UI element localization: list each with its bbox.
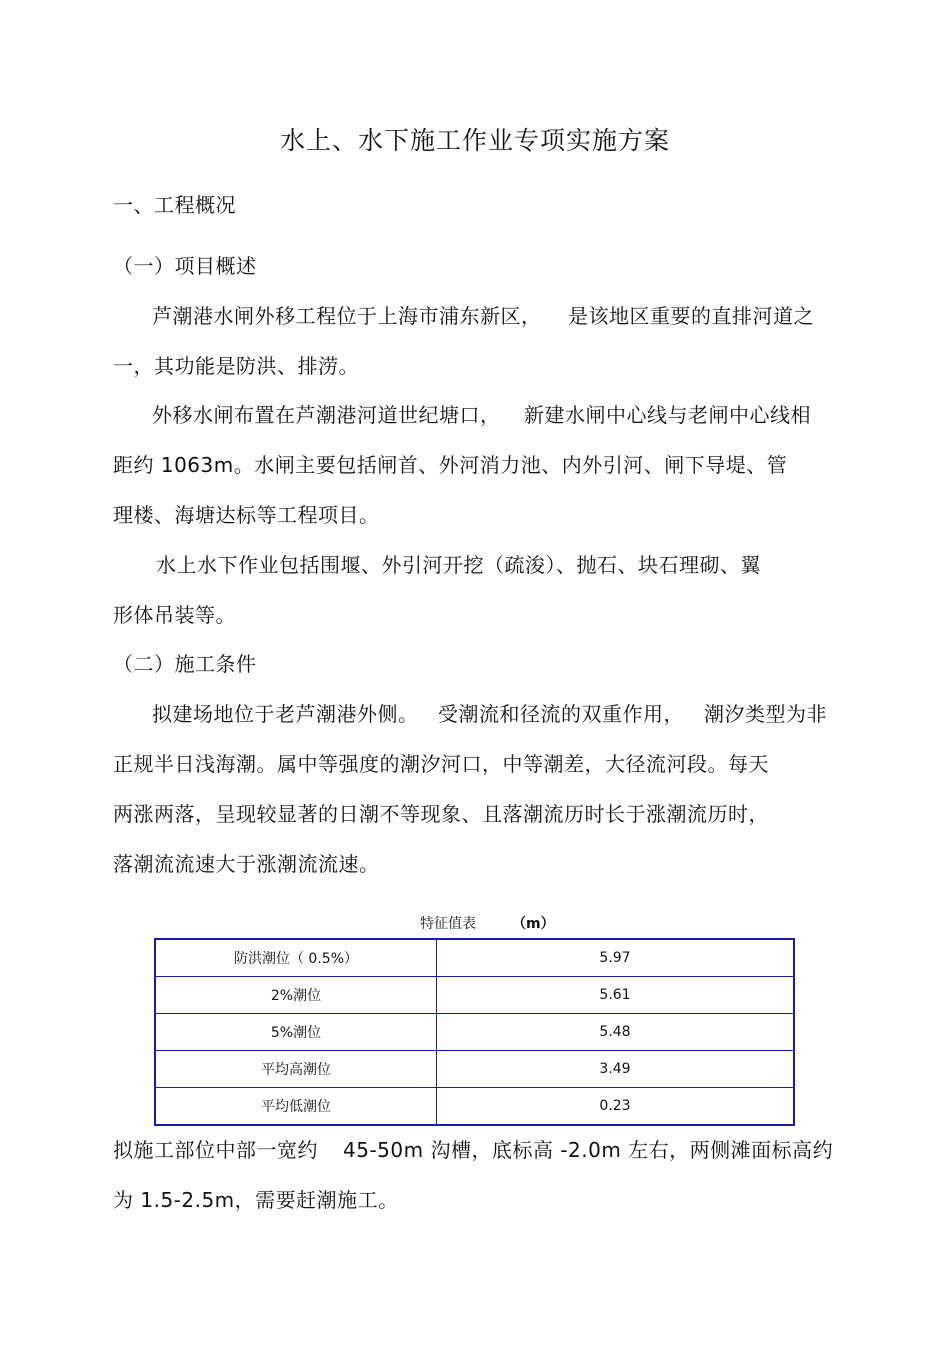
feature-value-table: [154, 938, 795, 1126]
paragraph-text: 形体吊装等。: [113, 603, 236, 627]
table-cell-label: 平均高潮位: [155, 1051, 437, 1088]
table-cell-label: 5%潮位: [155, 1014, 437, 1051]
table-cell-value: 5.61: [437, 977, 795, 1014]
paragraph-text: 距约 1063m。水闸主要包括闸首、外河消力池、内外引河、闸下导堤、管: [113, 453, 788, 477]
table-caption-unit: （m）: [512, 916, 555, 932]
paragraph-text: 两涨两落，呈现较显著的日潮不等现象、且落潮流历时长于涨潮流历时，: [113, 802, 769, 826]
table-cell-value: 3.49: [437, 1051, 795, 1088]
table-row: [155, 1014, 794, 1051]
table-cell-label: 平均低潮位: [155, 1088, 437, 1126]
paragraph-text: 为 1.5-2.5m，需要赶潮施工。: [113, 1188, 399, 1212]
table-cell-value: 0.23: [437, 1088, 795, 1126]
section-heading-overview: 一、工程概况: [113, 193, 236, 217]
paragraph-text: 理楼、海塘达标等工程项目。: [113, 503, 380, 527]
table-caption-title: 特征值表: [420, 916, 476, 932]
paragraph-text: 芦潮港水闸外移工程位于上海市浦东新区，: [152, 304, 542, 328]
table-row: [155, 977, 794, 1014]
table-cell-label: 防洪潮位（ 0.5%）: [155, 939, 437, 977]
paragraph-text: 落潮流流速大于涨潮流流速。: [113, 852, 380, 876]
paragraph-text: 水上水下作业包括围堰、外引河开挖（疏浚）、抛石、块石理砌、翼: [156, 553, 761, 577]
paragraph-text: 拟建场地位于老芦潮港外侧。: [152, 702, 419, 726]
paragraph-text: 正规半日浅海潮。属中等强度的潮汐河口，中等潮差，大径流河段。每天: [113, 752, 769, 776]
subsection-heading-project: （一）项目概述: [113, 254, 257, 278]
paragraph-text: 一，其功能是防洪、排涝。: [113, 354, 359, 378]
paragraph-text: 新建水闸中心线与老闸中心线相: [524, 403, 811, 427]
subsection-heading-conditions: （二）施工条件: [113, 652, 257, 676]
paragraph-text: 外移水闸布置在芦潮港河道世纪塘口，: [152, 403, 501, 427]
table-cell-value: 5.97: [437, 939, 795, 977]
paragraph-text: 拟施工部位中部一宽约: [113, 1138, 318, 1162]
paragraph-text: 是该地区重要的直排河道之: [568, 304, 814, 328]
table-row: [155, 1051, 794, 1088]
paragraph-text: 潮汐类型为非: [704, 702, 827, 726]
table-cell-label: 2%潮位: [155, 977, 437, 1014]
paragraph-text: 45-50m 沟槽，底标高 -2.0m 左右，两侧滩面标高约: [343, 1138, 834, 1162]
page-title: 水上、水下施工作业专项实施方案: [279, 126, 670, 155]
table-caption: [420, 914, 555, 934]
table-row: [155, 939, 794, 977]
table-row: [155, 1088, 794, 1126]
table-cell-value: 5.48: [437, 1014, 795, 1051]
paragraph-text: 受潮流和径流的双重作用，: [438, 702, 684, 726]
